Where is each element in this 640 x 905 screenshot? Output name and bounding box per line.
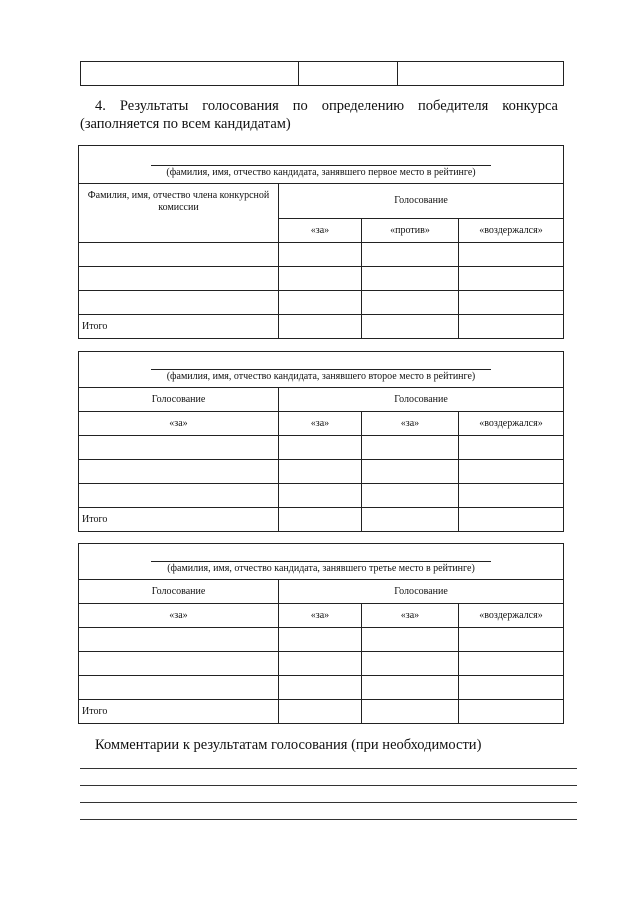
total-label: Итого [79, 700, 279, 724]
table-cell[interactable] [459, 700, 564, 724]
table-cell[interactable] [79, 652, 279, 676]
table-cell[interactable] [459, 628, 564, 652]
table-cell[interactable] [79, 628, 279, 652]
table-cell[interactable] [459, 436, 564, 460]
table-cell[interactable] [362, 700, 459, 724]
col1-header: Голосование [79, 580, 279, 604]
candidate-caption: (фамилия, имя, отчество кандидата, занявшего первое место в рейтинге) [151, 165, 491, 179]
vote-for-header: «за» [279, 412, 362, 436]
vote-for-header: «за» [279, 604, 362, 628]
table-cell[interactable] [362, 267, 459, 291]
table-cell[interactable] [279, 267, 362, 291]
table-cell[interactable] [79, 243, 279, 267]
section-4-subheading: (заполняется по всем кандидатам) [80, 116, 291, 132]
table-cell[interactable] [459, 484, 564, 508]
section-4-heading: 4. Результаты голосования по определению победителя конкурса [95, 98, 558, 114]
total-row [79, 315, 564, 339]
voting-header: Голосование [279, 184, 564, 219]
table-cell[interactable] [362, 628, 459, 652]
table-cell[interactable] [79, 460, 279, 484]
table-cell[interactable] [459, 267, 564, 291]
total-label: Итого [79, 508, 279, 532]
table-cell[interactable] [279, 460, 362, 484]
top-table [80, 61, 564, 86]
vote-for-header: «за» [279, 219, 362, 243]
vote-for-header-2: «за» [362, 412, 459, 436]
vote-against-header: «против» [362, 219, 459, 243]
candidate-name-field[interactable] [79, 544, 564, 580]
table-cell[interactable] [459, 652, 564, 676]
candidate-name-field[interactable] [79, 352, 564, 388]
table-cell[interactable] [279, 243, 362, 267]
table-cell[interactable] [459, 243, 564, 267]
voting-table-first-place [78, 145, 564, 339]
table-cell[interactable] [459, 508, 564, 532]
comments-title: Комментарии к результатам голосования (при необходимости) [95, 737, 482, 753]
voting-table-third-place [78, 543, 564, 724]
table-cell[interactable] [279, 676, 362, 700]
table-row [79, 243, 564, 267]
table-cell[interactable] [362, 508, 459, 532]
table-cell[interactable] [362, 652, 459, 676]
table-cell[interactable] [279, 700, 362, 724]
table-cell[interactable] [79, 436, 279, 460]
table-cell[interactable] [279, 315, 362, 339]
top-table-cell[interactable] [299, 62, 398, 86]
table-row [79, 291, 564, 315]
table-cell[interactable] [279, 291, 362, 315]
table-cell[interactable] [79, 676, 279, 700]
table-cell[interactable] [279, 508, 362, 532]
table-cell[interactable] [362, 460, 459, 484]
table-cell[interactable] [279, 652, 362, 676]
table-cell[interactable] [459, 460, 564, 484]
table-cell[interactable] [362, 484, 459, 508]
comment-line[interactable] [80, 785, 577, 786]
candidate-name-field[interactable] [79, 146, 564, 184]
candidate-caption: (фамилия, имя, отчество кандидата, занявшего второе место в рейтинге) [151, 369, 491, 383]
comment-line[interactable] [80, 802, 577, 803]
col1-header: Голосование [79, 388, 279, 412]
table-row [79, 484, 564, 508]
table-row [79, 628, 564, 652]
table-cell[interactable] [362, 291, 459, 315]
table-cell[interactable] [459, 315, 564, 339]
table-cell[interactable] [279, 436, 362, 460]
vote-abstain-header: «воздержался» [459, 412, 564, 436]
table-row [79, 267, 564, 291]
table-cell[interactable] [279, 628, 362, 652]
voting-table-second-place [78, 351, 564, 532]
table-row [79, 460, 564, 484]
col1-subheader: «за» [79, 412, 279, 436]
table-cell[interactable] [362, 436, 459, 460]
table-row [79, 676, 564, 700]
table-cell[interactable] [79, 267, 279, 291]
voting-header: Голосование [279, 580, 564, 604]
table-row [79, 652, 564, 676]
candidate-caption: (фамилия, имя, отчество кандидата, занявшего третье место в рейтинге) [151, 561, 491, 575]
comment-line[interactable] [80, 819, 577, 820]
top-table-cell[interactable] [398, 62, 564, 86]
total-row [79, 508, 564, 532]
total-row [79, 700, 564, 724]
voting-header: Голосование [279, 388, 564, 412]
vote-abstain-header: «воздержался» [459, 604, 564, 628]
table-cell[interactable] [79, 484, 279, 508]
table-cell[interactable] [362, 676, 459, 700]
top-table-cell[interactable] [81, 62, 299, 86]
table-row [79, 436, 564, 460]
comment-line[interactable] [80, 768, 577, 769]
table-cell[interactable] [459, 291, 564, 315]
total-label: Итого [79, 315, 279, 339]
vote-for-header-2: «за» [362, 604, 459, 628]
table-cell[interactable] [362, 315, 459, 339]
table-cell[interactable] [279, 484, 362, 508]
table-cell[interactable] [79, 291, 279, 315]
member-name-header: Фамилия, имя, отчество члена конкурсной комиссии [79, 184, 279, 243]
table-cell[interactable] [362, 243, 459, 267]
vote-abstain-header: «воздержался» [459, 219, 564, 243]
table-cell[interactable] [459, 676, 564, 700]
col1-subheader: «за» [79, 604, 279, 628]
